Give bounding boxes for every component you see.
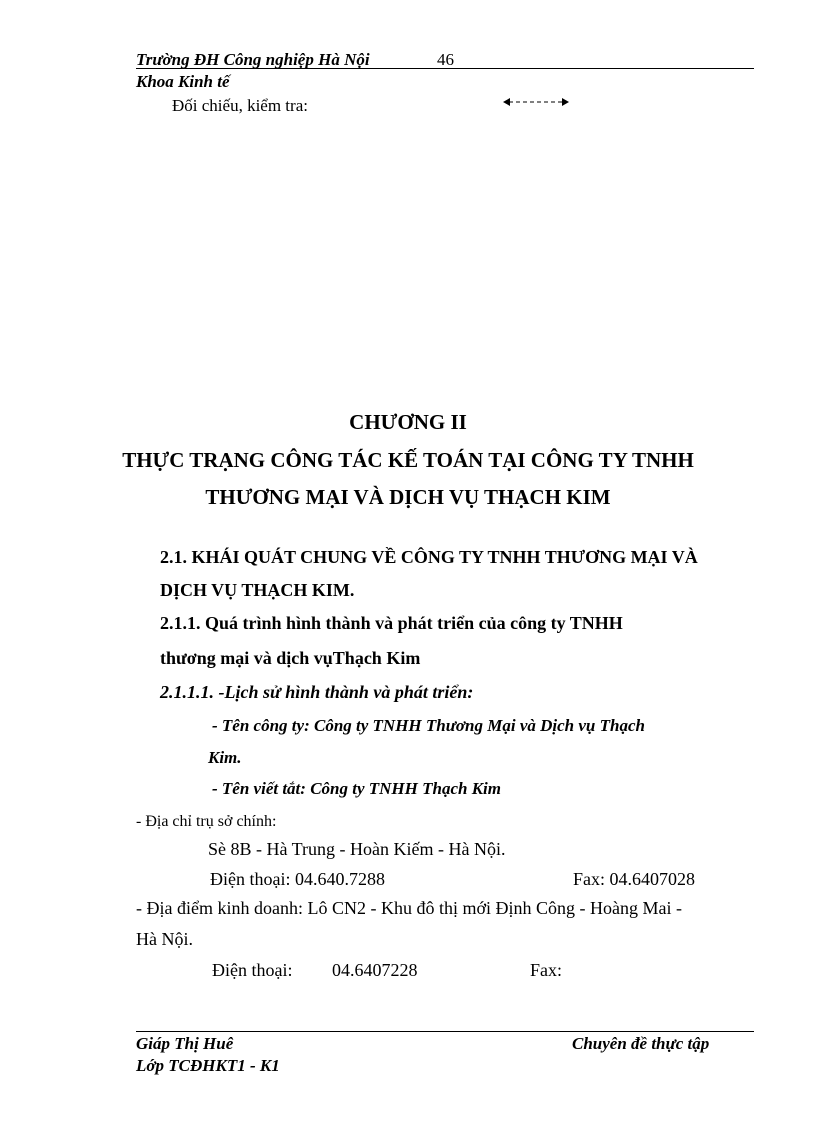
- section-2-1-line2: DỊCH VỤ THẠCH KIM.: [160, 580, 355, 600]
- footer-class: Lớp TCĐHKT1 - K1: [136, 1056, 280, 1075]
- section-2-1-1-line1: 2.1.1. Quá trình hình thành và phát triển của công ty TNHH: [160, 613, 623, 633]
- head-office-address: Sè 8B - Hà Trung - Hoàn Kiếm - Hà Nội.: [208, 839, 506, 859]
- double-arrow-icon: [503, 95, 569, 114]
- company-name-line1: - Tên công ty: Công ty TNHH Thương Mại và Dịch vụ Thạch: [212, 716, 645, 735]
- section-2-1-1-1-heading: 2.1.1.1. -Lịch sử hình thành và phát triển:: [160, 682, 474, 702]
- head-office-label: - Địa chỉ trụ sở chính:: [136, 813, 277, 830]
- header-faculty: Khoa Kinh tế: [136, 72, 230, 91]
- check-note: Đối chiếu, kiểm tra:: [172, 96, 308, 115]
- chapter-label: CHƯƠNG II: [349, 410, 467, 434]
- page-number: 46: [437, 50, 454, 69]
- business-fax-label: Fax:: [530, 960, 563, 980]
- head-office-phone: Điện thoại: 04.640.7288: [210, 869, 385, 889]
- business-phone-value: 04.6407228: [332, 960, 418, 980]
- footer-doc-type: Chuyên đề thực tập: [572, 1034, 710, 1053]
- header-school: Trường ĐH Công nghiệp Hà Nội: [136, 50, 370, 69]
- section-2-1-line1: 2.1. KHÁI QUÁT CHUNG VỀ CÔNG TY TNHH THƯƠNG MẠI VÀ: [160, 547, 698, 567]
- chapter-title-line1: THỰC TRẠNG CÔNG TÁC KẾ TOÁN TẠI CÔNG TY TNHH: [122, 448, 694, 472]
- business-location-line1: - Địa điểm kinh doanh: Lô CN2 - Khu đô thị mới Định Công - Hoàng Mai -: [136, 898, 682, 918]
- chapter-title-line2: THƯƠNG MẠI VÀ DỊCH VỤ THẠCH KIM: [205, 485, 611, 509]
- section-2-1-1-line2: thương mại và dịch vụThạch Kim: [160, 648, 421, 668]
- head-office-fax: Fax: 04.6407028: [573, 869, 696, 889]
- company-name-line2: Kim.: [208, 748, 242, 767]
- footer-author: Giáp Thị Huê: [136, 1034, 234, 1053]
- footer-rule: [136, 1031, 754, 1032]
- business-phone-label: Điện thoại:: [212, 960, 293, 980]
- header-rule: [136, 68, 754, 69]
- company-short-name: - Tên viết tắt: Công ty TNHH Thạch Kim: [212, 779, 501, 798]
- business-location-line2: Hà Nội.: [136, 929, 193, 949]
